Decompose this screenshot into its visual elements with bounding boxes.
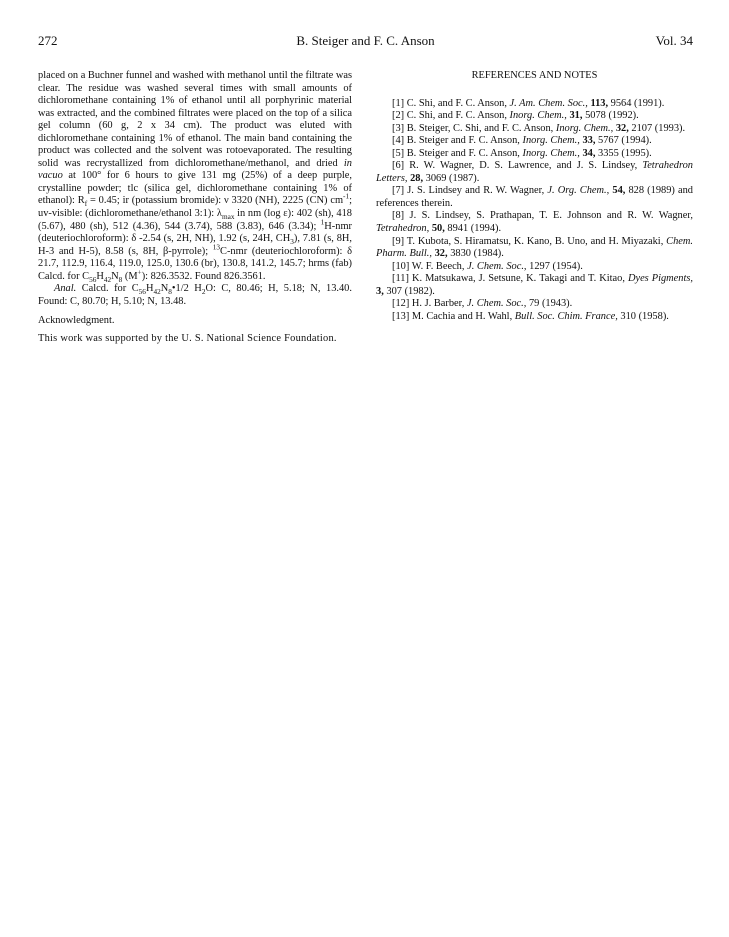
acknowledgment-text: This work was supported by the U. S. National Science Foundation. [38,332,337,344]
analysis-paragraph: Anal. Calcd. for $C_{56}H_{42}N_8•1/2$ $H_2O$: C, 80.46; H, 5.18; N, 13.40. Found: C, 80.70; H, 5.10; N, 13.48. [38,283,352,307]
page-number: 272 [38,33,58,48]
reference-item: [9] T. Kubota, S. Hiramatsu, K. Kano, B. Uno, and H. Miyazaki, Chem. Pharm. Bull., 32, 3830 (1984). [376,235,693,260]
reference-item: [1] C. Shi, and F. C. Anson, J. Am. Chem. Soc., 113, 9564 (1991). [392,97,665,109]
reference-item: [8] J. S. Lindsey, S. Prathapan, T. E. Johnson and R. W. Wagner, Tetrahedron, 50, 8941 (1994). [376,210,693,235]
reference-item: [2] C. Shi, and F. C. Anson, Inorg. Chem., 31, 5078 (1992). [392,110,639,122]
experimental-paragraph: placed on a Buchner funnel and washed with methanol until the filtrate was clear. The residue was washed several times with small amounts of dichloromethane containing 1% of ethanol until all porphyrinic material was extracted, and the combined filtrates were placed on the top of a silica gel column (60 g, 2 x 34 cm). The product was eluted with dichloromethane containing 1% of ethanol. The main band containing the product was collected and the solvent was rotoevaporated. The resulting solid was recrystallized from dichloromethane/methanol, and dried in vacuo at 100° for 6 hours to give 131 mg (25%) of a deep purple, crystalline powder; tlc (silica gel, dichloromethane containing 1% of ethanol): $R_f = 0.45$; ir (potassium bromide): ν 3320 (NH), 2225 (CN) $cm^{-1}$; uv-visible: (dichloromethane/ethanol 3:1): $\lambda_{max}$ in nm (log ε): 402 (sh), 418 (5.67), 480 (sh), 512 (4.36), 544 (3.74), 588 (3.83), 646 (3.34); $^1$H-nmr (deuteriochloroform): δ -2.54 (s, 2H, NH), 1.92 (s, 24H, $CH_3$), 7.81 (s, 8H, H-3 and H-5), 8.58 (s, 8H, β-pyrrole); $^{13}$C-nmr (deuteriochloroform): δ 21.7, 112.9, 116.4, 119.0, 125.0, 130.6 (br), 130.8, 141.2, 145.7; hrms (fab) Calcd. for $C_{56}H_{42}N_8$ (M+): 826.3532. Found 826.3561. [38,70,353,284]
reference-item: [10] W. F. Beech, J. Chem. Soc., 1297 (1954). [392,260,583,272]
reference-item: [11] K. Matsukawa, J. Setsune, K. Takagi and T. Kitao, Dyes Pigments, 3, 307 (1982). [376,273,694,297]
reference-item: [5] B. Steiger and F. C. Anson, Inorg. Chem., 34, 3355 (1995). [392,147,652,159]
reference-item: [13] M. Cachia and H. Wahl, Bull. Soc. Chim. France, 310 (1958). [392,310,669,322]
reference-item: [12] H. J. Barber, J. Chem. Soc., 79 (1943). [392,298,573,310]
references-title: REFERENCES AND NOTES [471,70,598,81]
references-column [376,70,693,323]
volume-label: Vol. 34 [655,33,693,48]
acknowledgment-heading: Acknowledgment. [38,315,115,327]
reference-item: [7] J. S. Lindsey and R. W. Wagner, J. Org. Chem., 54, 828 (1989) and references therein. [376,185,694,209]
running-authors: B. Steiger and F. C. Anson [296,33,435,48]
left-column [38,70,352,345]
running-header [38,33,693,51]
reference-item: [6] R. W. Wagner, D. S. Lawrence, and J. S. Lindsey, Tetrahedron Letters, 28, 3069 (1987). [376,160,693,184]
reference-item: [4] B. Steiger and F. C. Anson, Inorg. Chem., 33, 5767 (1994). [392,135,652,147]
reference-item: [3] B. Steiger, C. Shi, and F. C. Anson, Inorg. Chem., 32, 2107 (1993). [392,122,686,134]
